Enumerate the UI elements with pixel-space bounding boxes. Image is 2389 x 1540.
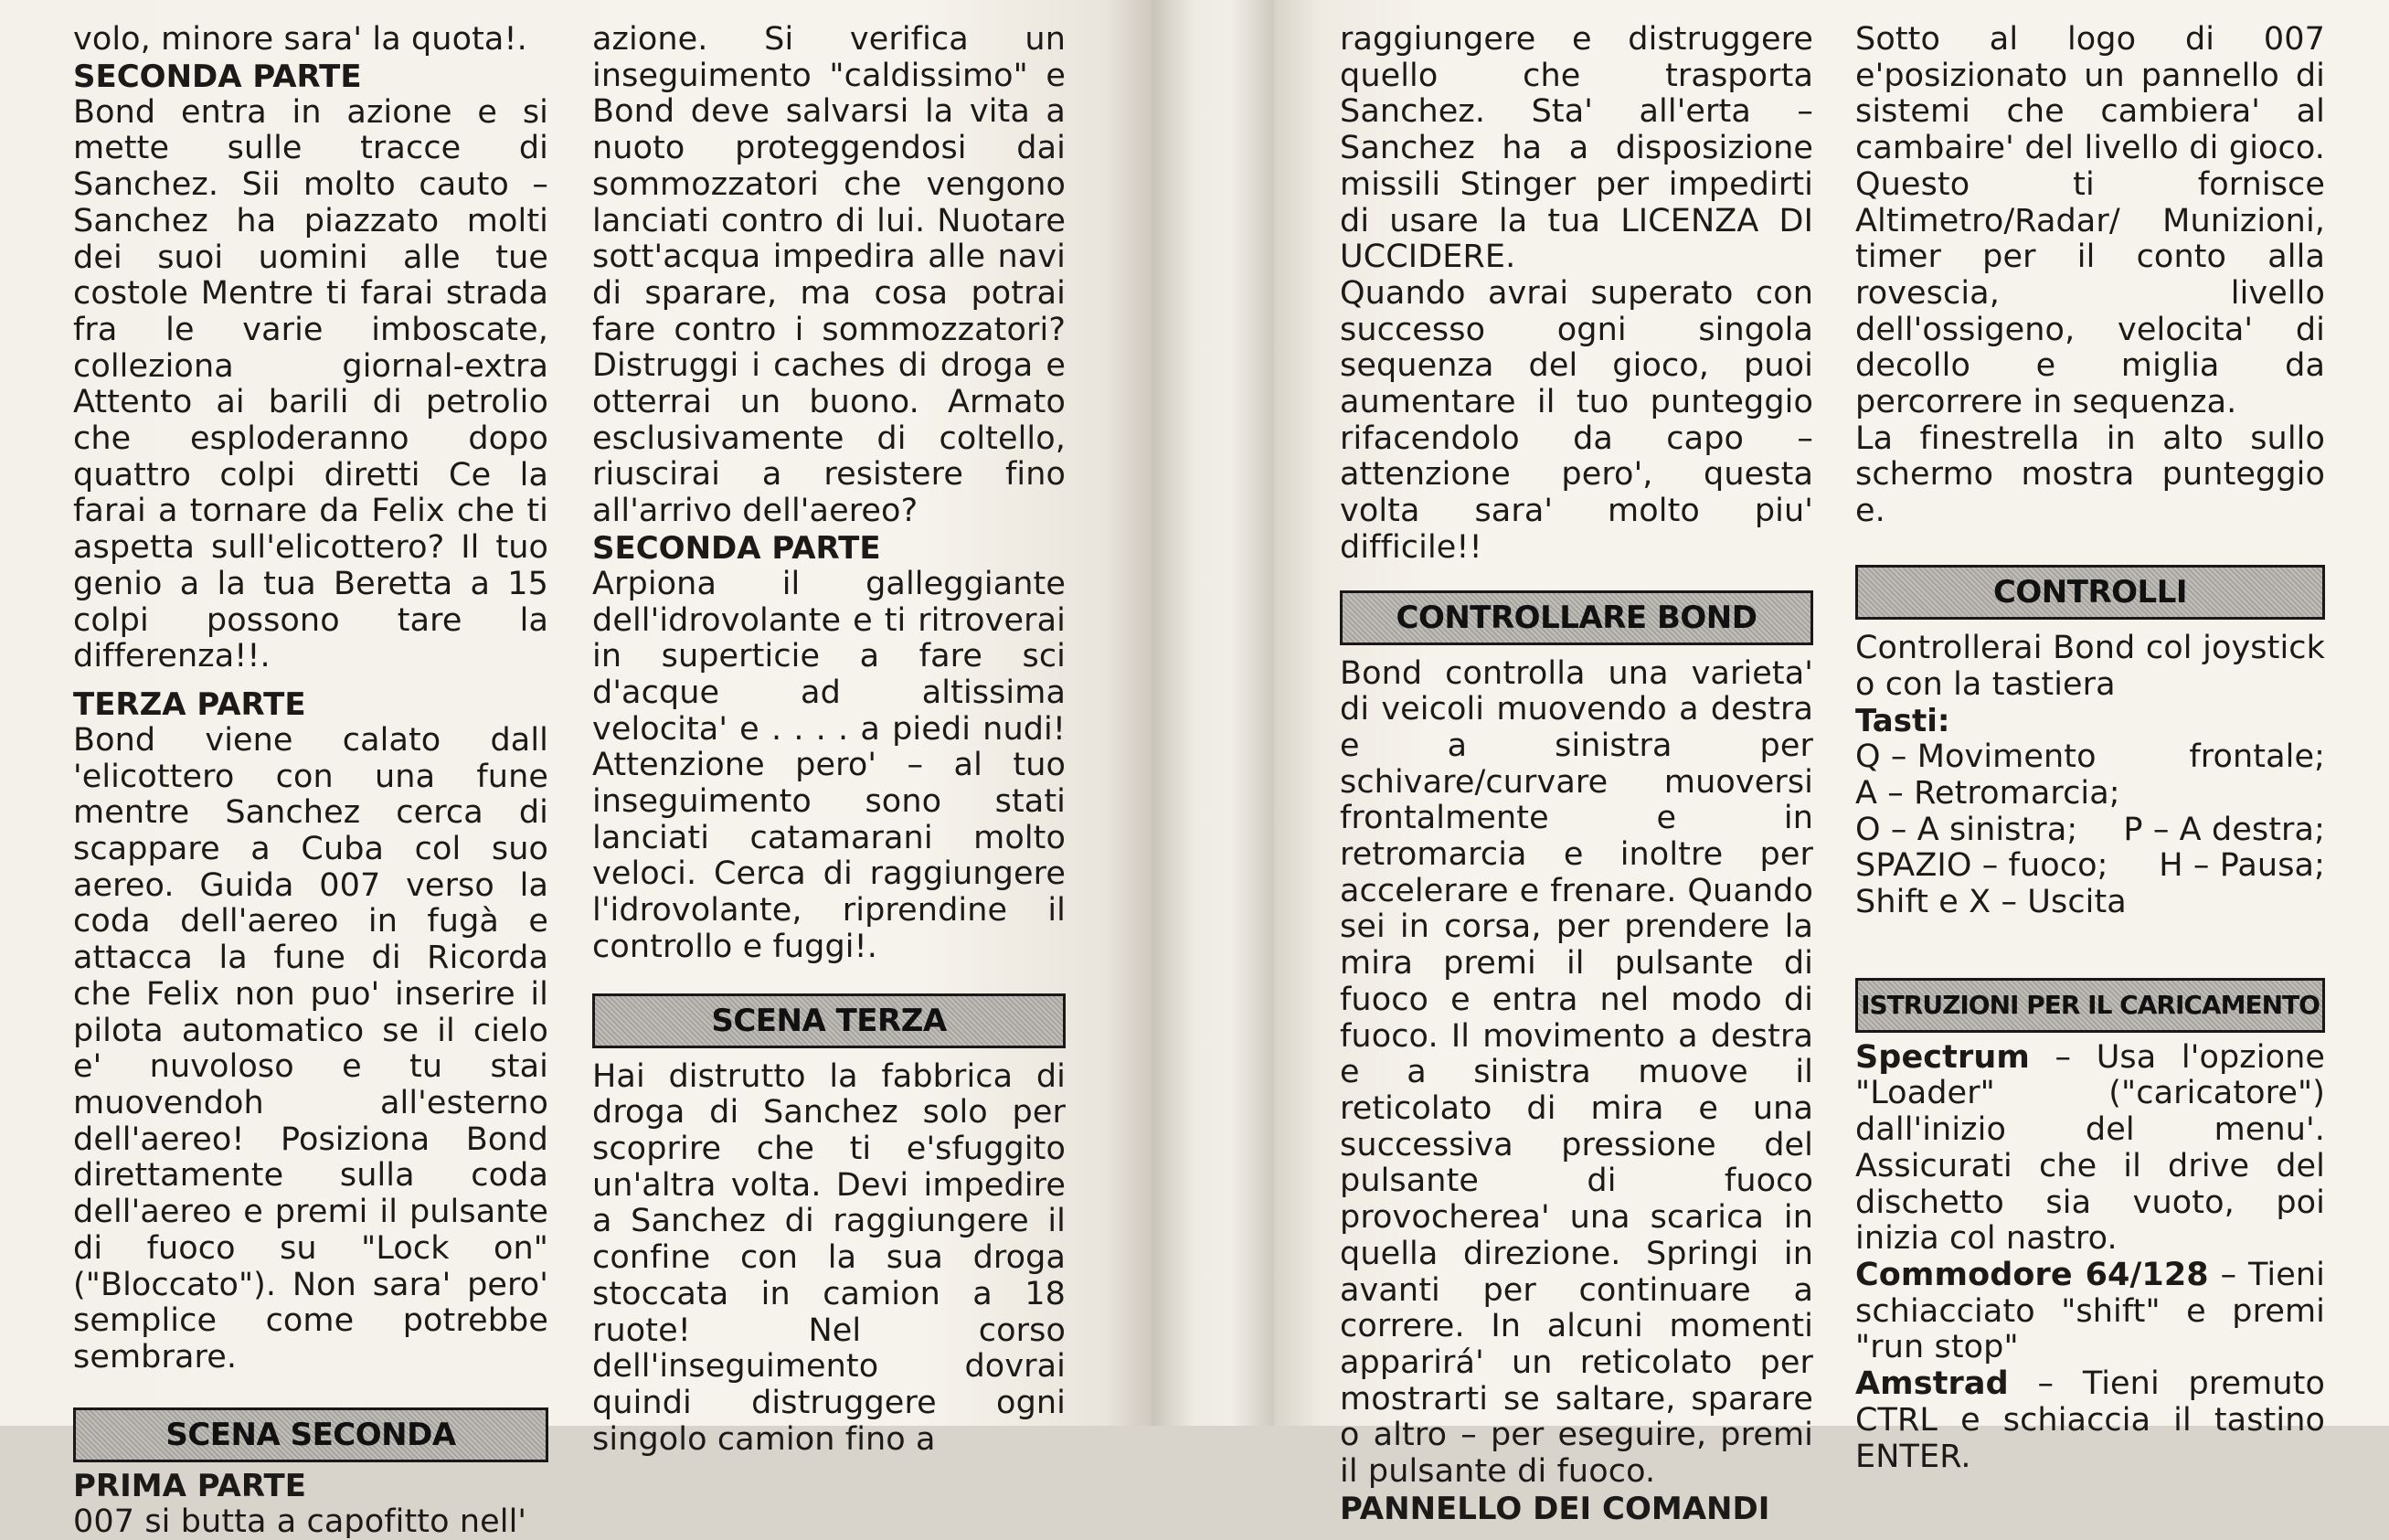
scena-terza-text: Hai distrutto la fabbrica di droga di Sanchez solo per scoprire che ti e'sfuggito un'altra volta. Devi impedire a Sanchez di raggiungere il confine con la sua droga stoccata in camion a 18 ruote! Nel corso dell'inseguimento dovrai quindi distruggere ogni singolo camion fino a bbox=[592, 1057, 1066, 1458]
column-2 bbox=[592, 22, 1066, 1458]
key-o: O – A sinistra; bbox=[1855, 811, 2078, 848]
scena-seconda-box: SCENA SECONDA bbox=[73, 1407, 548, 1462]
spectrum-label: Spectrum bbox=[1855, 1038, 2030, 1076]
seconda-parte-heading-2: SECONDA PARTE bbox=[592, 529, 881, 567]
key-row-q bbox=[1855, 739, 2325, 776]
amstrad-instructions bbox=[1855, 1366, 2325, 1475]
terza-parte-text: Bond viene calato dall 'elicottero con una fune mentre Sanchez cerca di scappare a Cuba col suo aereo. Guida 007 verso la coda dell'aereo in fugà e attacca la fune di Ricorda che Felix non puo' inserire il pilota automatico se il cielo e' nuvoloso e tu stai muovendoh all'esterno dell'aereo! Posiziona Bond direttamente sulla coda dell'aereo e premi il pulsante di fuoco su "Lock on" ("Bloccato"). Non sara' pero' semplice come potrebbe sembrare. bbox=[73, 721, 548, 1375]
terza-parte-heading: TERZA PARTE bbox=[73, 685, 306, 723]
spectrum-instructions bbox=[1855, 1040, 2325, 1258]
controlli-box: CONTROLLI bbox=[1855, 565, 2325, 620]
column-3 bbox=[1340, 22, 1813, 1527]
page-gutter bbox=[1152, 0, 1274, 1426]
prima-parte-heading: PRIMA PARTE bbox=[73, 1467, 306, 1504]
column-4 bbox=[1855, 22, 2325, 1475]
right-page bbox=[1274, 0, 2389, 1527]
key-a: A – Retromarcia; bbox=[1855, 774, 2120, 812]
pannello-comandi-heading: PANNELLO DEI COMANDI bbox=[1340, 1490, 1770, 1527]
punteggio-paragraph: Quando avrai superato con successo ogni singola sequenza del gioco, puoi aumentare il tuo punteggio rifacendolo da capo – attenzione pero', questa volta sara' molto piu' difficile!! bbox=[1340, 274, 1813, 566]
spectrum-text: – Usa l'opzione "Loader" ("caricatore") dall'inizio del menu'. Assicurati che il drive del dischetto sia vuoto, poi inizia col nastro. bbox=[1855, 1038, 2325, 1258]
commodore-label: Commodore 64/128 bbox=[1855, 1256, 2209, 1293]
seconda-parte-heading: SECONDA PARTE bbox=[73, 58, 362, 95]
intro-tail: volo, minore sara' la quota!. bbox=[73, 21, 527, 58]
key-q-left: Q – Movimento bbox=[1855, 738, 2097, 776]
tasti-label: Tasti: bbox=[1855, 703, 1950, 740]
scena-terza-box: SCENA TERZA bbox=[592, 993, 1066, 1048]
seconda-parte-text-2: Arpiona il galleggiante dell'idrovolante e ti ritroverai in superticie a fare sci d'acque ad altissima velocita' e . . . . a piedi nudi! Attenzione pero' – al tuo inseguimento sono stati lanciati catamarani molto veloci. Cerca di raggiungere l'idrovolante, riprendine il controllo e fuggi!. bbox=[592, 565, 1066, 965]
amstrad-label: Amstrad bbox=[1855, 1365, 2009, 1403]
seconda-parte-text: Bond entra in azione e si mette sulle tracce di Sanchez. Sii molto cauto – Sanchez ha piazzato molti dei suoi uomini alle tue costole Mentre ti farai strada fra le varie imboscate, colleziona giornal-extra Attento ai barili di petrolio che esploderanno dopo quattro colpi diretti Ce la farai a tornare da Felix che ti aspetta sull'elicottero? Il tuo genio a la tua Beretta a 15 colpi possono tare la differenza!!. bbox=[73, 93, 548, 675]
istruzioni-caricamento-box: ISTRUZIONI PER IL CARICAMENTO bbox=[1855, 978, 2325, 1033]
finestrella-paragraph: La finestrella in alto sullo schermo mostra punteggio e. bbox=[1855, 420, 2325, 530]
key-row-op bbox=[1855, 812, 2325, 849]
column-3-continued-text: raggiungere e distruggere quello che trasporta Sanchez. Sta' all'erta – Sanchez ha a disposizione missili Stinger per impedirti di usare la tua LICENZA DI UCCIDERE. bbox=[1340, 21, 1813, 276]
left-page bbox=[0, 0, 1152, 1540]
commodore-text: – Tieni schiacciato "shift" e premi "run stop" bbox=[1855, 1256, 2325, 1366]
commodore-instructions bbox=[1855, 1258, 2325, 1366]
key-q-right: frontale; bbox=[2189, 738, 2325, 776]
key-spazio: SPAZIO – fuoco; bbox=[1855, 847, 2108, 885]
key-h: H – Pausa; bbox=[2159, 847, 2325, 885]
column-1 bbox=[73, 22, 548, 1540]
prima-parte-text: 007 si butta a capofitto nell' bbox=[73, 1503, 527, 1540]
amstrad-text: – Tieni premuto CTRL e schiaccia il tastino ENTER. bbox=[1855, 1365, 2325, 1475]
controlli-text: Controllerai Bond col joystick o con la tastiera bbox=[1855, 629, 2325, 703]
key-row-spazio bbox=[1855, 848, 2325, 885]
controllare-bond-box: CONTROLLARE BOND bbox=[1340, 590, 1813, 645]
key-shift: Shift e X – Uscita bbox=[1855, 884, 2127, 921]
pannello-paragraph: Sotto al logo di 007 e'posizionato un pannello di sistemi che cambiera' al cambaire' del livello di gioco. Questo ti fornisce Altimetro/Radar/ Munizioni, timer per il conto alla rovescia, livello dell'ossigeno, velocita' di decollo e miglia da percorrere in sequenza. bbox=[1855, 21, 2325, 421]
key-p: P – A destra; bbox=[2123, 811, 2325, 848]
column-2-continued-text: azione. Si verifica un inseguimento "caldissimo" e Bond deve salvarsi la vita a nuoto proteggendosi dai sommozzatori che vengono lanciati contro di lui. Nuotare sott'acqua impedira alle navi di sparare, ma cosa potrai fare contro i sommozzatori? Distruggi i caches di droga e otterrai un buono. Armato esclusivamente di coltello, riuscirai a resistere fino all'arrivo dell'aereo? bbox=[592, 21, 1066, 530]
controllare-bond-text: Bond controlla una varieta' di veicoli muovendo a destra e a sinistra per schivare/curvare muoversi frontalmente e in retromarcia e inoltre per accelerare e frenare. Quando sei in corsa, per prendere la mira premi il pulsante di fuoco e entra nel modo di fuoco. Il movimento a destra e a sinistra muove il reticolato di mira e una successiva pressione del pulsante di fuoco provocherea' una scarica in quella direzione. Springi in avanti per continuare a correre. In alcuni momenti apparirá' un reticolato per mostrarti se saltare, sparare o altro – per eseguire, premi il pulsante di fuoco. bbox=[1340, 654, 1813, 1491]
